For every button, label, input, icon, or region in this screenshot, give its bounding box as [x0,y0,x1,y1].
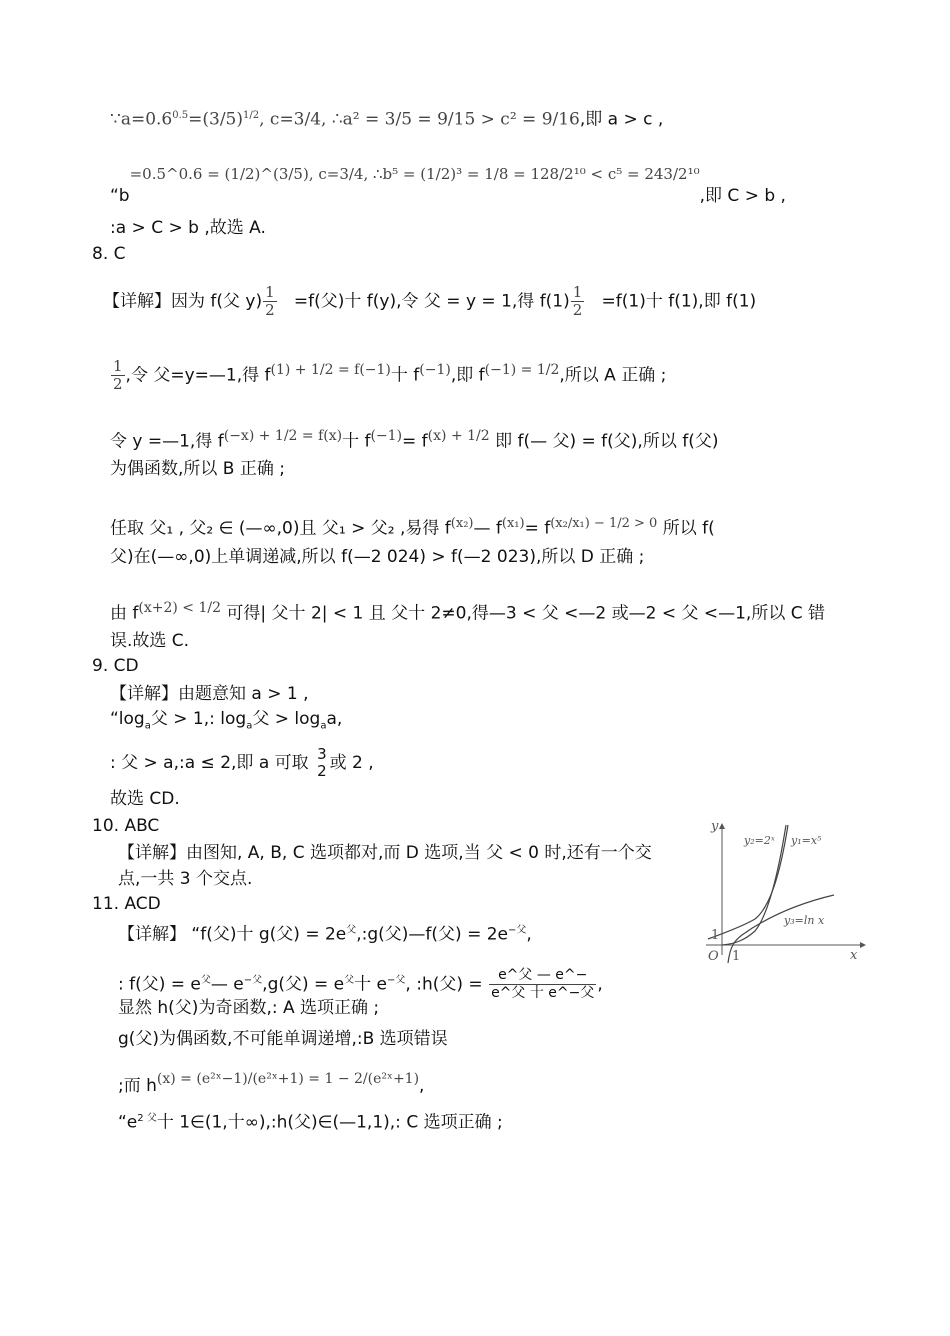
text: 可得| 父十 2| < 1 且 父十 2≠0,得—3 < 父 <—2 或—2 < 父 <—1,所以 C 错 [226,603,826,624]
math-sup: (−1) [419,361,451,378]
q10-line-a: 【详解】由图知, A, B, C 选项都对,而 D 选项,当 父 < 0 时,还有一个交 [118,843,652,863]
text: 由 f [110,603,139,624]
exponent: 0.5 [172,110,189,121]
exponent: 2 父 [137,1113,157,1124]
text: 父 > 1,: log [150,709,247,729]
math-a-def: ∵a=0.6 [110,109,173,130]
q8-line-e [110,513,715,540]
line-a-compare-c [110,105,663,131]
q11-line-f [118,1108,503,1134]
x-axis-arrow [860,942,866,948]
text: , [597,974,603,995]
q9-line-d: 故选 CD. [110,789,180,809]
line-order: :a > C > b ,故选 A. [110,218,266,238]
label-y3: y₃=ln x [784,914,825,927]
text: ,:g(父)—f(父) = 2e [356,924,509,945]
text: , [419,1076,425,1096]
text: 所以 f( [662,518,715,539]
text: : f(父) = e [118,974,201,995]
frac-three-halves [315,746,329,780]
math-sup: (−x) + 1/2 = f(x) [223,428,343,444]
q11-line-a [118,920,532,946]
text: 任取 父₁ , 父₂ ∈ (—∞,0)且 父₁ > 父₂ ,易得 f [110,518,451,539]
text: : 父 > a,:a ≤ 2,即 a 可取 [110,753,309,773]
function-graph [700,815,870,965]
text-b: “b [110,186,130,206]
q8-line-c [110,425,718,453]
text: = f [402,431,428,452]
q8-line-d: 为偶函数,所以 B 正确 ; [110,459,286,479]
text: 令 y =—1,得 f [110,431,224,452]
denominator: 2 [113,375,123,393]
x-one-label: 1 [732,949,741,964]
label-y2: y₂=2ˣ [744,834,775,847]
q8-line-f: 父)在(—∞,0)上单调递减,所以 f(—2 024) > f(—2 023),所以 D 正确 ; [110,547,645,567]
q8-line-b [110,358,666,393]
text: ;而 h [118,1076,157,1096]
subscript: a [320,720,327,732]
math-frac-expr: =(3/5) [188,109,244,130]
subscript: a [246,720,253,732]
text: 【详解】 “f(父)十 g(父) = 2e [118,924,347,945]
label-y1: y₁=x⁵ [791,834,822,847]
text: 即 f(— 父) = f(父),所以 f(父) [495,431,719,452]
denominator: 2 [572,301,583,319]
q10-line-b: 点,一共 3 个交点. [118,869,253,889]
text: ,即 f [450,365,485,386]
curve-y3-log [728,895,834,963]
q8-line-h: 误.故选 C. [110,631,190,651]
math-sup: (x₂/x₁) − 1/2 > 0 [550,516,658,531]
y-axis-label: y [711,819,719,834]
math-sup: (x₂) [450,516,474,531]
numerator: 1 [265,283,275,301]
numerator: 1 [572,283,583,301]
q8-line-g [110,597,825,625]
exponent: −父 [387,974,406,986]
math-h-expr: (x) = (e²ˣ−1)/(e²ˣ+1) = 1 − 2/(e²ˣ+1) [156,1071,420,1087]
text: ,所以 A 正确 ; [559,365,667,386]
q8-answer: 8. C [92,244,126,264]
q9-line-b [110,708,342,737]
text: = f [524,518,551,539]
exponent: 父 [346,925,357,936]
q9-line-a: 【详解】由题意知 a > 1 , [110,684,309,704]
exponent: 1/2 [243,110,260,121]
text-conclusion: ,即 a > c , [579,109,664,130]
denominator: e^父 十 e^−父 [491,985,595,1001]
text: =f(父)十 f(y),令 父 = y = 1,得 f(1) [293,291,570,312]
text: 【详解】因为 f(父 y) [103,291,263,312]
text: 十 f [342,431,371,452]
text: 十 f [390,365,420,386]
x-axis-label: x [850,948,858,963]
text: 十 e [354,974,388,995]
frac-h-def [489,967,596,1002]
q11-line-e [118,1071,425,1098]
y-one-label: 1 [711,928,720,943]
text: 十 1∈(1,十∞),:h(父)∈(—1,1),: C 选项正确 ; [156,1112,503,1133]
text: “e [118,1112,138,1133]
q10-answer: 10. ABC [92,816,160,836]
math-b-expr: =0.5^0.6 = (1/2)^(3/5), c=3/4, ∴b⁵ = (1/2)³ = 1/8 = 128/2¹⁰ < c⁵ = 243/2¹⁰ [129,165,700,183]
text: , :h(父) = [405,974,483,995]
exponent: 父 [200,974,211,986]
q11-line-d: g(父)为偶函数,不可能单调递增,:B 选项错误 [118,1029,448,1049]
text: “log [110,709,145,729]
math-sup: (x+2) < 1/2 [138,600,222,616]
math-sup: (1) + 1/2 = f(−1) [270,361,391,378]
math-compare: , c=3/4, ∴a² = 3/5 = 9/15 > c² = 9/16 [259,109,580,130]
frac-half [571,284,585,319]
text: =f(1)十 f(1),即 f(1) [601,291,757,312]
math-sup: (x) + 1/2 [427,428,490,444]
origin-label: O [708,949,719,964]
text-conclusion: ,即 C > b , [699,186,786,206]
denominator: 2 [265,301,275,319]
text: a, [326,709,343,729]
text: ,令 父=y=—1,得 f [125,365,271,386]
numerator: e^父 — e^− [489,967,596,985]
text: ,g(父) = e [262,974,345,995]
text: 父 > log [252,709,321,729]
q9-answer: 9. CD [92,656,139,676]
exponent: −父 [243,974,263,986]
text: , [526,924,532,945]
text: — e [210,974,244,995]
q11-answer: 11. ACD [92,894,161,914]
numerator: 3 [317,745,327,763]
line-b-compare-c [110,165,786,207]
numerator: 1 [113,357,123,375]
math-sup: (−1) [370,428,403,444]
y-axis-arrow [719,823,725,829]
exponent: 父 [344,974,355,986]
exponent: −父 [508,925,527,936]
q9-line-c [110,746,374,780]
q8-line-a [103,284,756,319]
q11-line-c: 显然 h(父)为奇函数,: A 选项正确 ; [118,998,380,1018]
math-sup: (x₁) [501,516,525,531]
text: 或 2 , [329,753,374,773]
frac-half [263,284,277,319]
denominator: 2 [317,762,327,780]
subscript: a [144,720,151,732]
text: — f [473,518,502,539]
frac-half [111,358,125,393]
math-sup: (−1) = 1/2 [484,361,560,378]
